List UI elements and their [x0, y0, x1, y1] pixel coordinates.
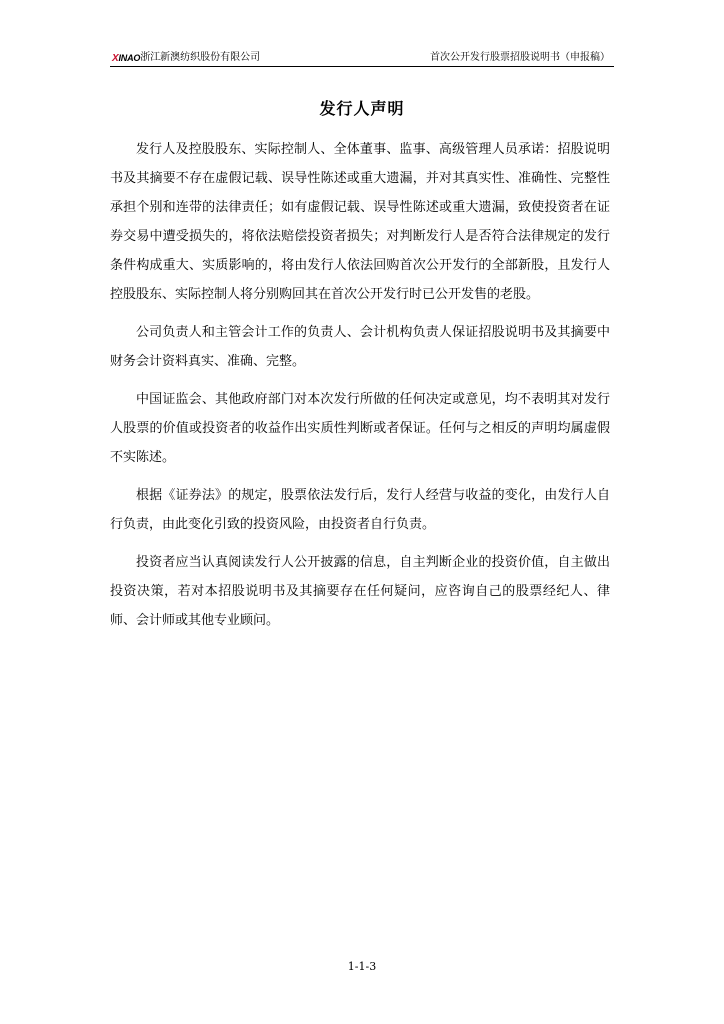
paragraph: 投资者应当认真阅读发行人公开披露的信息，自主判断企业的投资价值，自主做出投资决策，若对本招股说明书及其摘要存在任何疑问，应咨询自己的股票经纪人、律师、会计师或其他专业顾问。	[110, 555, 610, 628]
paragraph: 发行人及控股股东、实际控制人、全体董事、监事、高级管理人员承诺：招股说明书及其摘要不存在虚假记载、误导性陈述或重大遗漏，并对其真实性、准确性、完整性承担个别和连带的法律责任；如有虚假记载、误导性陈述或重大遗漏，致使投资者在证券交易中遭受损失的，将依法赔偿投资者损失；对判断发行人是否符合法律规定的发行条件构成重大、实质影响的，将由发行人依法回购首次公开发行的全部新股，且发行人控股股东、实际控制人将分别购回其在首次公开发行时已公开发售的老股。	[110, 142, 610, 302]
header-company	[112, 50, 260, 67]
header-document-title: 首次公开发行股票招股说明书（申报稿）	[430, 52, 610, 63]
page-header	[110, 50, 614, 67]
paragraph: 中国证监会、其他政府部门对本次发行所做的任何决定或意见，均不表明其对发行人股票的价值或投资者的收益作出实质性判断或者保证。任何与之相反的声明均属虚假不实陈述。	[110, 392, 610, 465]
paragraph: 根据《证券法》的规定，股票依法发行后，发行人经营与收益的变化，由发行人自行负责，由此变化引致的投资风险，由投资者自行负责。	[110, 488, 610, 532]
paragraph: 公司负责人和主管会计工作的负责人、会计机构负责人保证招股说明书及其摘要中财务会计资料真实、准确、完整。	[110, 325, 610, 369]
declaration-body	[110, 135, 610, 644]
page-title: 发行人声明	[319, 99, 405, 118]
page-number: 1-1-3	[347, 960, 377, 973]
company-name: 浙江新澳纺织股份有限公司	[140, 52, 261, 63]
company-logo: XINAO	[112, 53, 141, 64]
